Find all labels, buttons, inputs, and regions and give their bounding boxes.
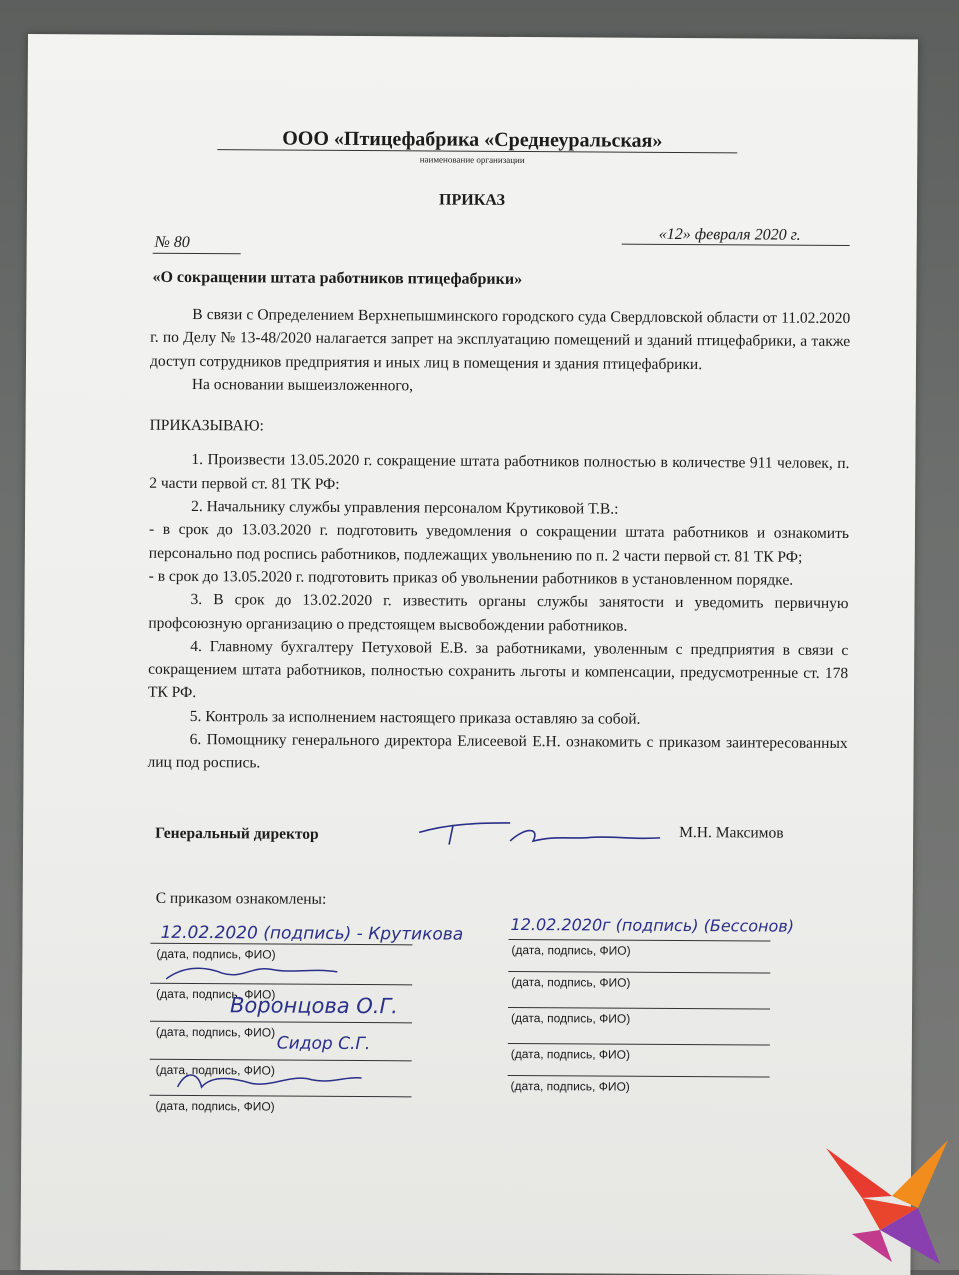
acquaint-line-right-3 — [508, 1007, 770, 1010]
signatory-name: М.Н. Максимов — [679, 823, 784, 842]
signatory-title: Генеральный директор — [155, 824, 319, 843]
publisher-logo — [822, 1138, 952, 1266]
acquaint-line-right-4 — [508, 1043, 770, 1046]
document-title: ПРИКАЗ — [439, 191, 505, 209]
order-item-2b: - в срок до 13.05.2020 г. подготовить приказ об увольнении работников в установленном порядке. — [148, 567, 794, 589]
handwritten-entry-left-1: 12.02.2020 (подпись) - Крутикова — [160, 922, 464, 945]
field-caption-left-5: (дата, подпись, ФИО) — [155, 1098, 275, 1114]
acquaint-line-left-3 — [150, 1021, 412, 1024]
field-caption-right-4: (дата, подпись, ФИО) — [510, 1046, 631, 1062]
handwritten-signature-left-2 — [162, 959, 362, 988]
handwritten-signature-left-5 — [172, 1065, 372, 1096]
field-caption-left-1: (дата, подпись, ФИО) — [156, 946, 276, 962]
order-document — [20, 34, 918, 1275]
order-item-4: 4. Главному бухгалтеру Петуховой Е.В. за работниками, уволенным с предприятия в связи с сокращением штата работников, полностью сохранить льготы и компенсации, предусмотренные ст. 178 ТК РФ. — [147, 637, 849, 702]
order-item-3: 3. В срок до 13.02.2020 г. известить органы службы занятости и уведомить первичную профсоюзную организацию о предстоящем высвобождении работников. — [148, 591, 849, 635]
organization-name: ООО «Птицефабрика «Среднеуральская» — [282, 127, 663, 152]
acquaint-line-right-2 — [508, 971, 770, 974]
director-signature — [415, 814, 665, 856]
order-item-2a: - в срок до 13.03.2020 г. подготовить уведомления о сокращении штата работников и ознакомить персонально под роспись работников, подлежащих увольнению по п. 2 части первой ст. 81 ТК РФ; — [148, 521, 850, 566]
paragraph-intro: В связи с Определением Верхнепышминского городского суда Свердловской области от 11.02.2020 г. по Делу № 13-48/2020 налагается запрет на эксплуатацию помещений и зданий птицефабрики, а также доступ сотрудников предприятия и иных лиц в помещения и здания птицефабрики. — [149, 306, 851, 373]
paragraph-basis: На основании вышеизложенного, — [191, 375, 414, 395]
order-number: № 80 — [154, 233, 190, 251]
order-keyword: ПРИКАЗЫВАЮ: — [149, 416, 264, 435]
field-caption-right-1: (дата, подпись, ФИО) — [511, 942, 631, 958]
acquaint-line-right-1 — [508, 939, 770, 942]
handwritten-entry-left-4: Сидор С.Г. — [276, 1033, 371, 1055]
handwritten-entry-right-1: 12.02.2020г (подпись) (Бессонов) — [510, 914, 795, 936]
acquaint-line-right-5 — [508, 1075, 770, 1078]
order-item-2: 2. Начальнику службы управления персоналом Крутиковой Т.В.: — [191, 498, 619, 518]
organization-caption: наименование организации — [419, 154, 525, 166]
field-caption-left-4: (дата, подпись, ФИО) — [155, 1062, 275, 1078]
acquainted-label: С приказом ознакомлены: — [155, 889, 327, 908]
field-caption-right-5: (дата, подпись, ФИО) — [510, 1078, 630, 1094]
field-caption-right-2: (дата, подпись, ФИО) — [511, 974, 631, 990]
field-caption-left-2: (дата, подпись, ФИО) — [156, 986, 276, 1002]
order-subject: «О сокращении штата работников птицефабрики» — [152, 268, 523, 289]
order-number-underline — [153, 253, 241, 255]
order-date: «12» февраля 2020 г. — [658, 225, 801, 244]
handwritten-entry-left-3: Воронцова О.Г. — [229, 993, 398, 1019]
order-item-6: 6. Помощнику генерального директора Елисеевой Е.Н. ознакомить с приказом заинтересованных лиц под роспись. — [147, 731, 848, 772]
field-caption-right-3: (дата, подпись, ФИО) — [510, 1010, 631, 1026]
order-body — [147, 303, 850, 779]
acquaint-line-left-4 — [150, 1059, 412, 1062]
field-caption-left-3: (дата, подпись, ФИО) — [155, 1024, 276, 1040]
order-item-1: 1. Произвести 13.05.2020 г. сокращение штата работников полностью в количестве 911 человек, п. 2 части первой ст. 81 ТК РФ: — [149, 451, 850, 493]
order-date-underline — [622, 244, 850, 246]
order-item-5: 5. Контроль за исполнением настоящего приказа оставляю за собой. — [189, 707, 641, 728]
